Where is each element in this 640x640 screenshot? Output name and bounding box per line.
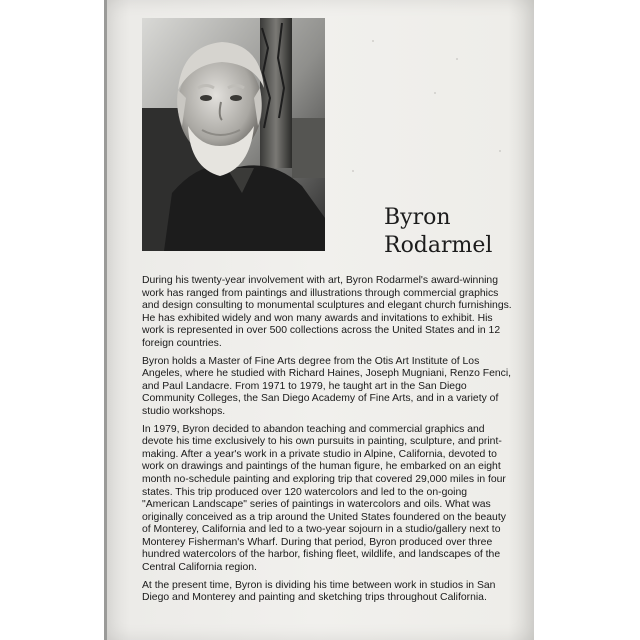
portrait-photo bbox=[142, 18, 325, 251]
artist-first-name: Byron bbox=[384, 205, 451, 230]
biography-sheet bbox=[104, 0, 534, 640]
bio-paragraph: During his twenty-year involvement with art, Byron Rodarmel's award-winning work has ranged from paintings and illustrations through commercial graphics and design consulting to monumental sculptures and elegant church furnishings. He has exhibited widely and won many awards and invitations to exhibit. His work is represented in over 500 collections across the United States and in 12 foreign countries. bbox=[142, 275, 512, 349]
bio-paragraph: Byron holds a Master of Fine Arts degree from the Otis Art Institute of Los Angeles, where he studied with Richard Haines, Joseph Mugniani, Renzo Fenci, and Paul Landacre. From 1971 to 1979, he taught art in the San Diego Community Colleges, the San Diego Academy of Fine Arts, and in a variety of studio workshops. bbox=[142, 355, 512, 417]
paper-speck bbox=[434, 92, 436, 94]
paper-speck bbox=[372, 40, 374, 42]
bio-paragraph: At the present time, Byron is dividing his time between work in studios in San Diego and Monterey and painting and sketching trips throughout California. bbox=[142, 579, 496, 604]
sheet-edge bbox=[104, 0, 107, 640]
artist-name bbox=[384, 204, 524, 260]
bio-paragraph: In 1979, Byron decided to abandon teaching and commercial graphics and devote his time exclusively to his own pursuits in painting, sculpture, and print-making. After a year's work in a private studio in Alpine, California, devoted to work on drawings and paintings of the human figure, he embarked on an eight month no-schedule painting and exploring trip that covered 29,000 miles in four states. This trip produced over 120 watercolors and led to the on-going "American Landscape" series of paintings in watercolors and oils. What was originally conceived as a trip around the United States foundered on the beauty of Monterey, California and led to a two-year sojourn in a studio/gallery next to Monterey Fisherman's Wharf. During that period, Byron produced over three hundred watercolors of the harbor, fishing fleet, wildlife, and landscapes of the Central California region. bbox=[142, 423, 506, 574]
portrait-image bbox=[142, 18, 325, 251]
paper-speck bbox=[456, 58, 458, 60]
artist-last-name: Rodarmel bbox=[384, 233, 493, 258]
paper-speck bbox=[352, 170, 354, 172]
biography-text bbox=[142, 275, 514, 610]
paper-speck bbox=[499, 150, 501, 152]
